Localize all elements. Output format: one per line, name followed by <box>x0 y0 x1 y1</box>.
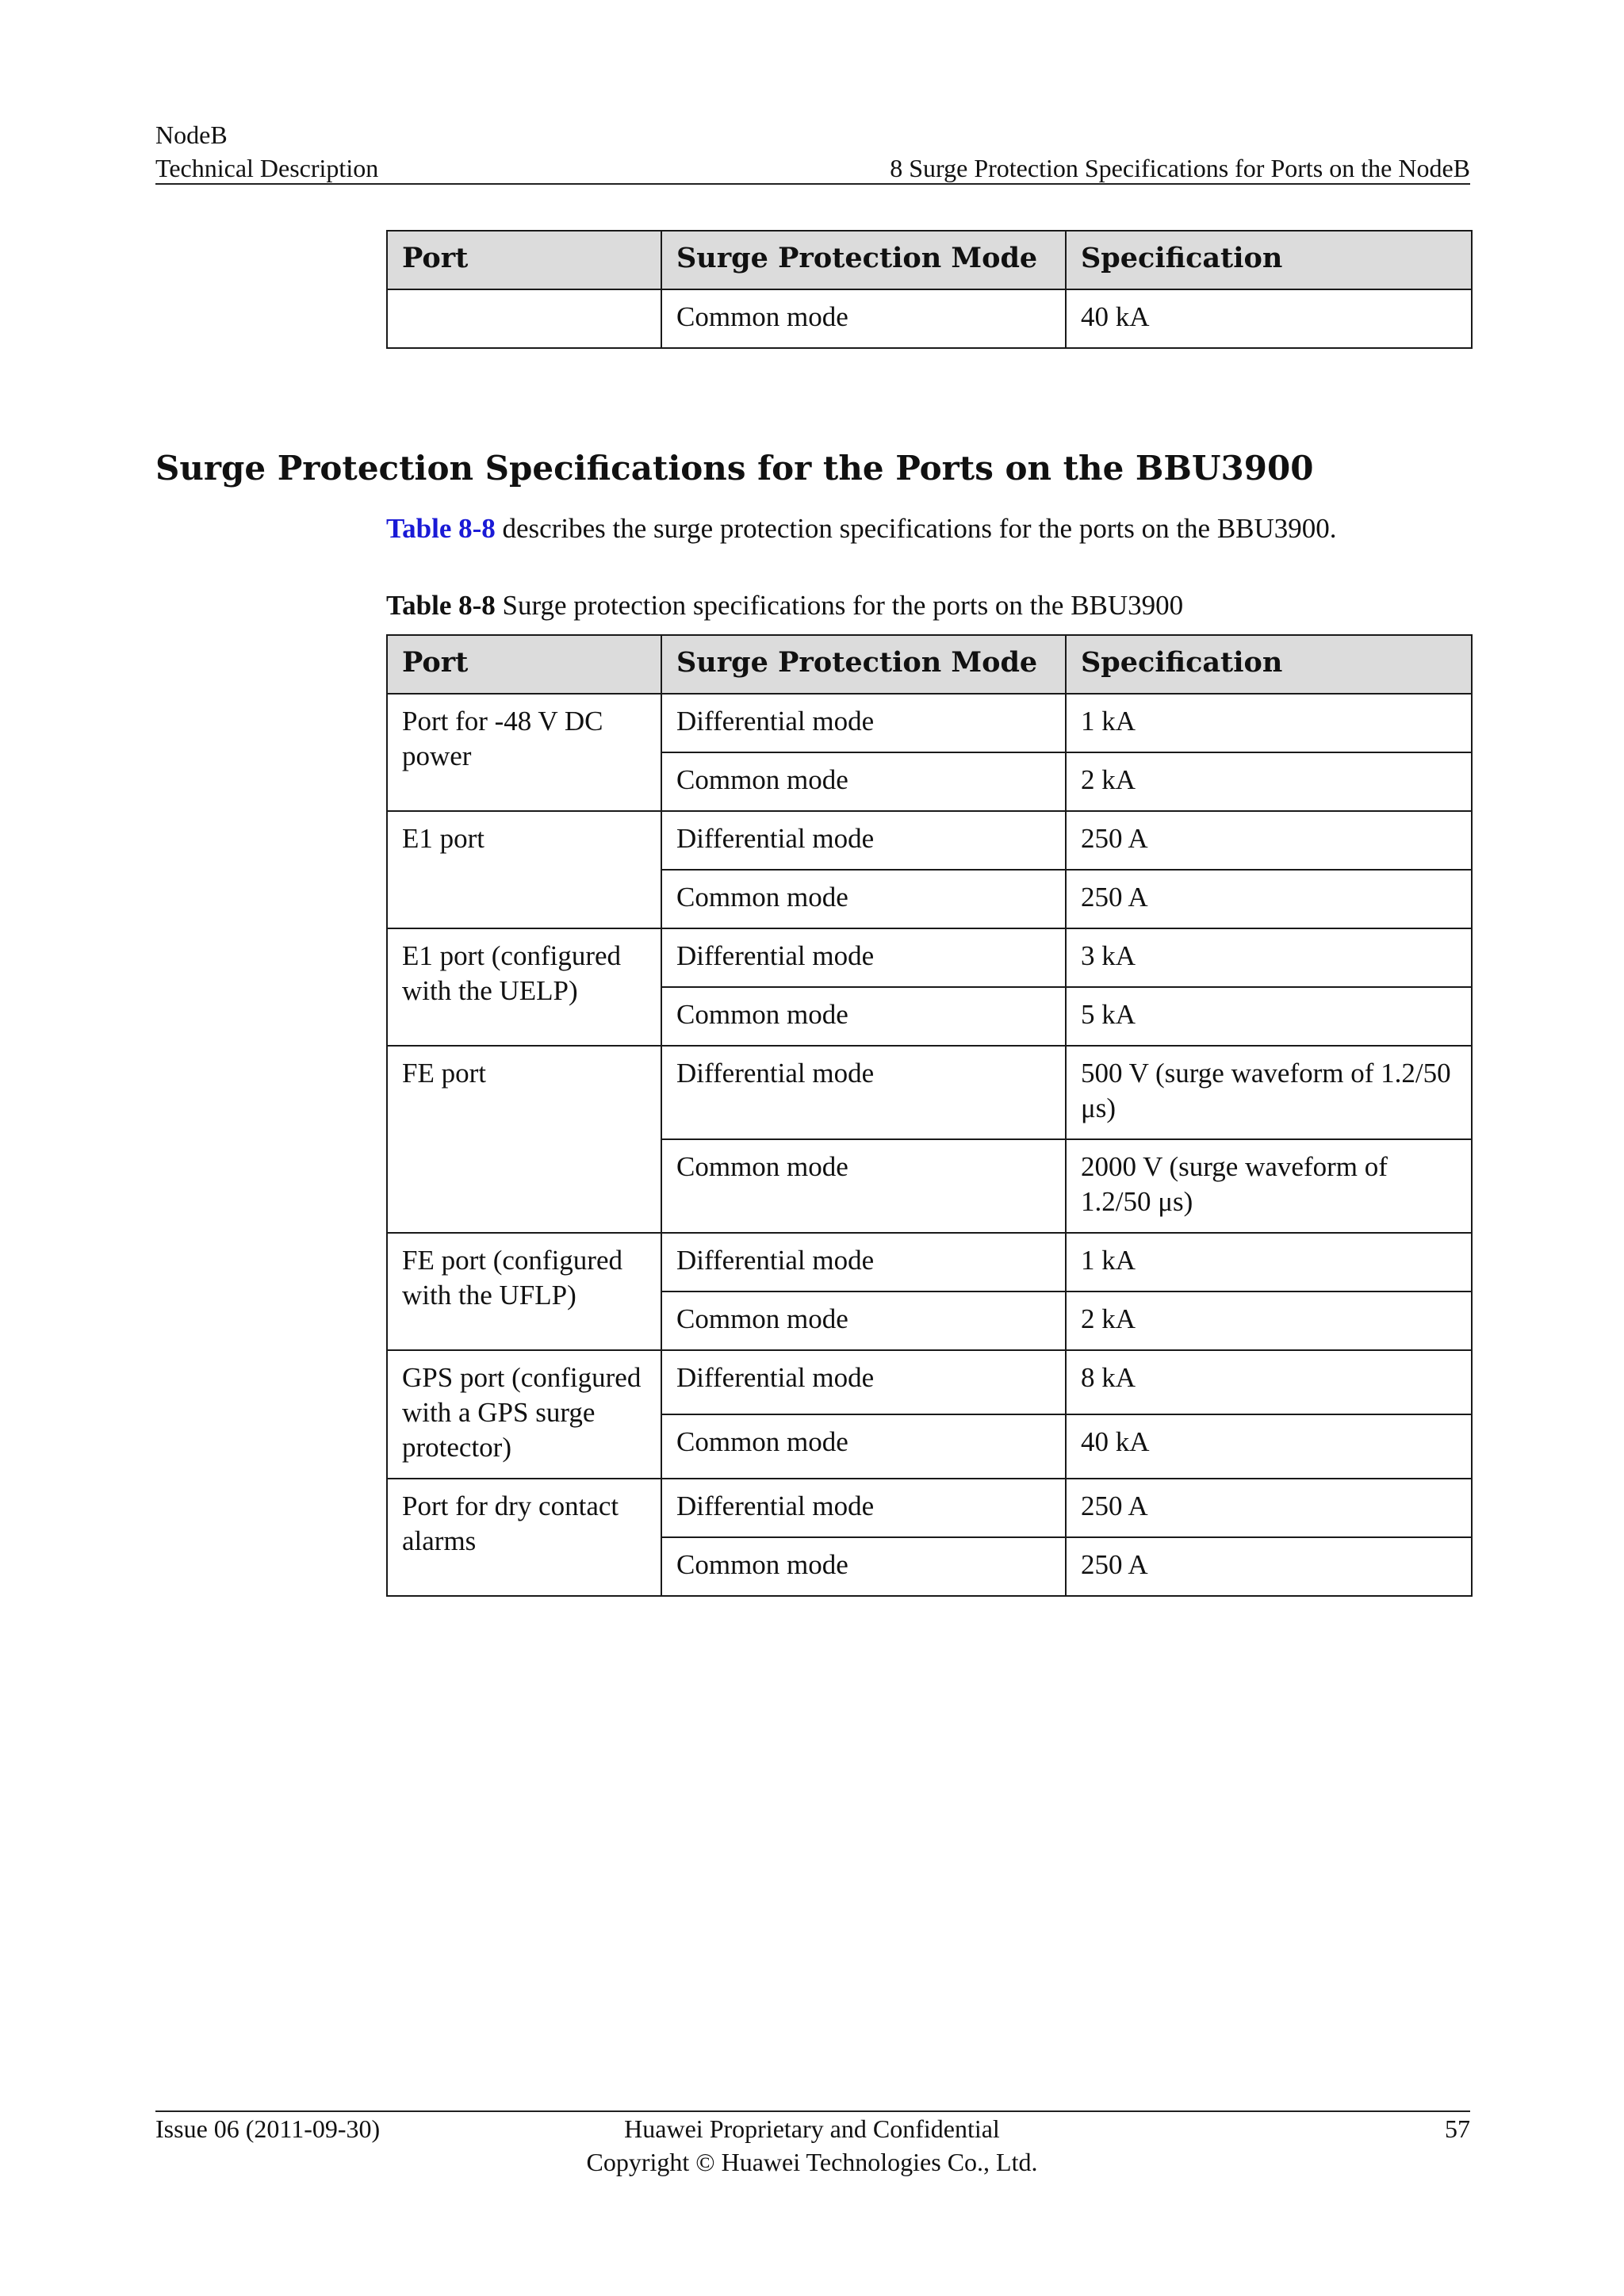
table-row <box>387 1233 1472 1292</box>
column-header: Specification <box>1066 231 1472 289</box>
caption-label: Table 8-8 <box>386 590 496 621</box>
port-cell <box>387 289 661 348</box>
spec-cell: 250 A <box>1066 870 1472 928</box>
mode-cell: Common mode <box>661 870 1066 928</box>
column-header: Port <box>387 231 661 289</box>
mode-cell: Common mode <box>661 1414 1066 1479</box>
table-row <box>387 1046 1472 1139</box>
footer-copyright: Copyright © Huawei Technologies Co., Ltd. <box>586 2148 1038 2176</box>
spec-cell: 8 kA <box>1066 1350 1472 1414</box>
caption-text: Surge protection specifications for the ports on the BBU3900 <box>495 590 1184 621</box>
continued-table <box>386 230 1473 349</box>
port-cell: E1 port <box>387 811 661 928</box>
spec-cell: 250 A <box>1066 811 1472 870</box>
mode-cell: Common mode <box>661 752 1066 811</box>
mode-cell: Differential mode <box>661 694 1066 752</box>
spec-cell: 40 kA <box>1066 1414 1472 1479</box>
port-cell: Port for -48 V DC power <box>387 694 661 811</box>
table-row <box>387 811 1472 870</box>
spec-cell: 3 kA <box>1066 928 1472 987</box>
header-product: NodeB <box>155 121 228 149</box>
column-header: Port <box>387 635 661 694</box>
table-caption <box>386 588 1183 623</box>
spec-cell: 1 kA <box>1066 1233 1472 1292</box>
spec-cell: 500 V (surge waveform of 1.2/50 μs) <box>1066 1046 1472 1139</box>
mode-cell: Differential mode <box>661 811 1066 870</box>
header-chapter: 8 Surge Protection Specifications for Ports on the NodeB <box>890 154 1470 182</box>
mode-cell: Differential mode <box>661 1233 1066 1292</box>
section-title: Surge Protection Specifications for the Ports on the BBU3900 <box>155 449 1314 488</box>
mode-cell: Common mode <box>661 1292 1066 1350</box>
header-doc-type: Technical Description <box>155 154 379 182</box>
spec-cell: 250 A <box>1066 1479 1472 1537</box>
port-cell: E1 port (configured with the UELP) <box>387 928 661 1046</box>
page-number: 57 <box>1445 2114 1470 2143</box>
port-cell: FE port (configured with the UFLP) <box>387 1233 661 1350</box>
spec-cell: 250 A <box>1066 1537 1472 1596</box>
column-header: Surge Protection Mode <box>661 635 1066 694</box>
port-cell: GPS port (configured with a GPS surge protector) <box>387 1350 661 1479</box>
table-reference-link[interactable]: Table 8-8 <box>386 513 496 544</box>
intro-paragraph <box>386 511 1337 546</box>
spec-cell: 5 kA <box>1066 987 1472 1046</box>
mode-cell: Common mode <box>661 1139 1066 1233</box>
spec-cell: 40 kA <box>1066 289 1472 348</box>
spec-cell: 2000 V (surge waveform of 1.2/50 μs) <box>1066 1139 1472 1233</box>
mode-cell: Common mode <box>661 1537 1066 1596</box>
table-row <box>387 1479 1472 1537</box>
header-divider <box>155 183 1470 185</box>
intro-text: describes the surge protection specifications for the ports on the BBU3900. <box>495 513 1337 544</box>
column-header: Specification <box>1066 635 1472 694</box>
table-header-row <box>387 231 1472 289</box>
table-row <box>387 928 1472 987</box>
table-8-8 <box>386 634 1473 1597</box>
port-cell: Port for dry contact alarms <box>387 1479 661 1596</box>
spec-cell: 1 kA <box>1066 694 1472 752</box>
table-row <box>387 289 1472 348</box>
mode-cell: Differential mode <box>661 1479 1066 1537</box>
footer-issue: Issue 06 (2011-09-30) <box>155 2114 381 2143</box>
spec-cell: 2 kA <box>1066 752 1472 811</box>
table-row <box>387 1350 1472 1414</box>
mode-cell: Common mode <box>661 987 1066 1046</box>
mode-cell: Differential mode <box>661 1046 1066 1139</box>
column-header: Surge Protection Mode <box>661 231 1066 289</box>
mode-cell: Common mode <box>661 289 1066 348</box>
mode-cell: Differential mode <box>661 928 1066 987</box>
mode-cell: Differential mode <box>661 1350 1066 1414</box>
port-cell: FE port <box>387 1046 661 1233</box>
table-header-row <box>387 635 1472 694</box>
spec-cell: 2 kA <box>1066 1292 1472 1350</box>
footer-confidential: Huawei Proprietary and Confidential <box>624 2114 1000 2143</box>
table-row <box>387 694 1472 752</box>
